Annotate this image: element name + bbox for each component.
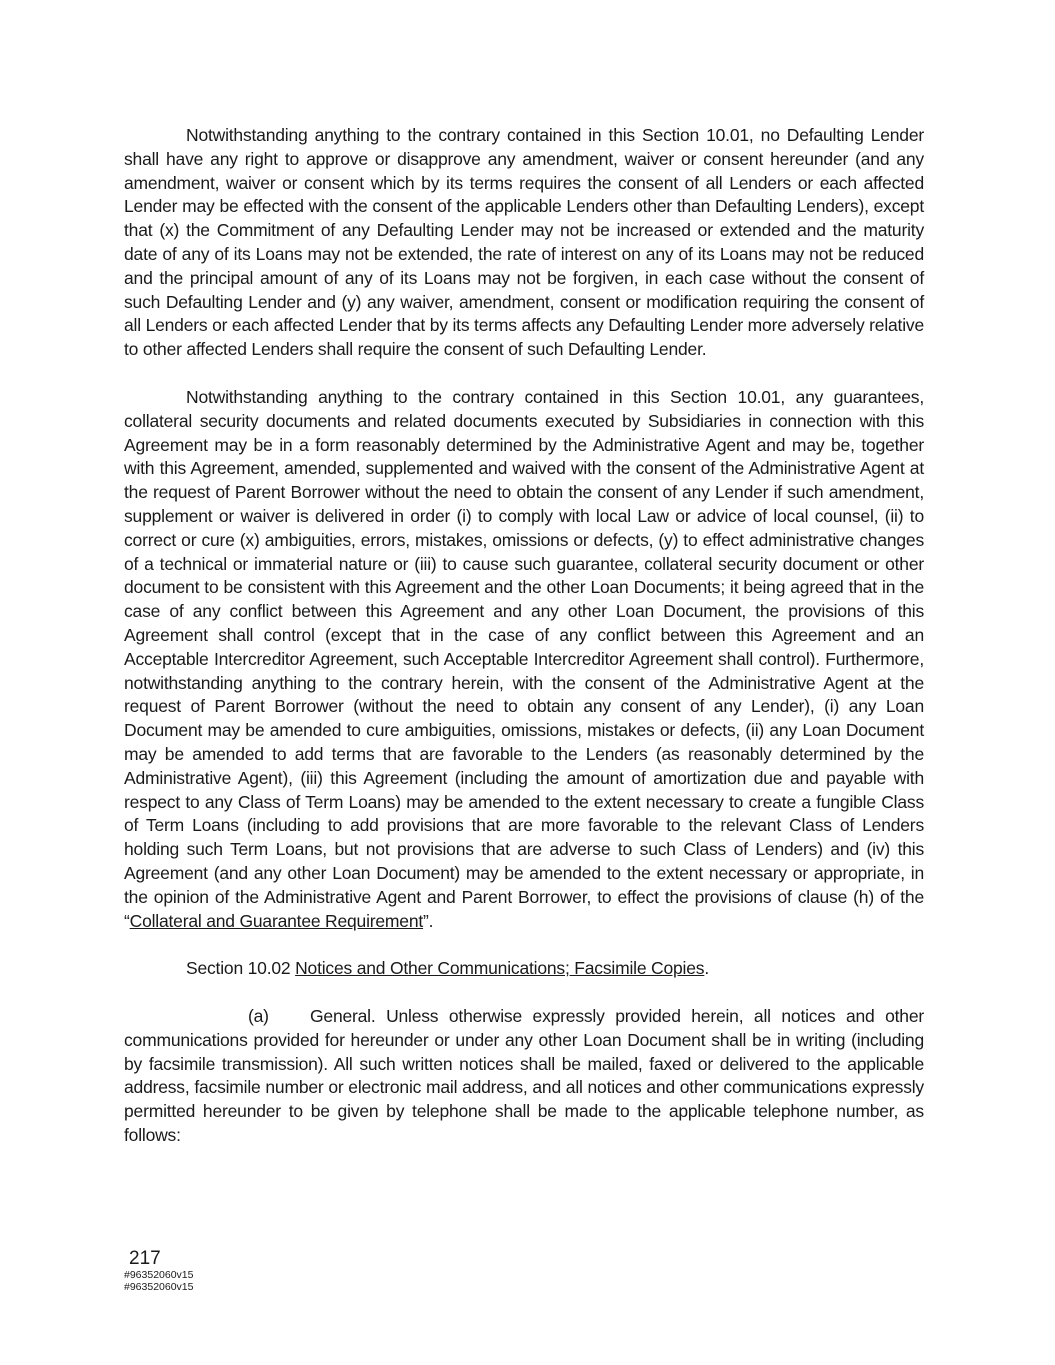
page-number: 217 xyxy=(129,1248,161,1269)
paragraph-defaulting-lender: Notwithstanding anything to the contrary contained in this Section 10.01, no Defaulting Lender shall have any right to approve or disapprove any amendment, waiver or consent hereunder (and any amendment, waiver or consent which by its terms requires the consent of all Lenders or each affected Lender may be effected with the consent of the applicable Lenders other than Defaulting Lenders), except that (x) the Commitment of any Defaulting Lender may not be increased or extended and the maturity date of any of its Loans may not be extended, the rate of interest on any of its Loans may not be reduced and the principal amount of any of its Loans may not be forgiven, in each case without the consent of such Defaulting Lender and (y) any waiver, amendment, consent or modification requiring the consent of all Lenders or each affected Lender that by its terms affects any Defaulting Lender more adversely relative to other affected Lenders shall require the consent of such Defaulting Lender. xyxy=(124,125,924,360)
section-number: Section 10.02 xyxy=(186,958,291,979)
subsection-label: (a) xyxy=(248,1006,269,1027)
subsection-text: General. Unless otherwise expressly provided herein, all notices and other communications provided for hereunder or under any other Loan Document shall be in writing (including by facsimile transmission). All such written notices shall be mailed, faxed or delivered to the applicable address, facsimile number or electronic mail address, and all notices and other communications expressly permitted hereunder to be given by telephone shall be made to the applicable telephone number, as follows: xyxy=(124,1006,924,1146)
collateral-guarantee-requirement-link: Collateral and Guarantee Requirement xyxy=(129,910,424,931)
section-title: Notices and Other Communications; Facsimile Copies xyxy=(295,958,705,979)
document-id: #96352060v15 xyxy=(124,1281,194,1293)
page-footer xyxy=(124,1249,194,1293)
paragraph-guarantees-tail: ”. xyxy=(423,910,434,931)
paragraph-guarantees xyxy=(124,386,924,933)
document-page xyxy=(124,124,924,1148)
document-id: #96352060v15 xyxy=(124,1269,194,1281)
subsection-general xyxy=(124,1005,924,1148)
section-heading xyxy=(186,957,924,981)
section-title-tail: . xyxy=(704,958,709,979)
paragraph-guarantees-text: Notwithstanding anything to the contrary contained in this Section 10.01, any guarantees, collateral security documents and related documents executed by Subsidiaries in connection with this Agreement may be in a form reasonably determined by the Administrative Agent and may be, together with this Agreement, amended, supplemented and waived with the consent of the Administrative Agent at the request of Parent Borrower without the need to obtain the consent of any Lender if such amendment, supplement or waiver is delivered in order (i) to comply with local Law or advice of local counsel, (ii) to correct or cure (x) ambiguities, errors, mistakes, omissions or defects, (y) to effect administrative changes of a technical or immaterial nature or (iii) to cause such guarantee, collateral security document or other document to be consistent with this Agreement and the other Loan Documents; it being agreed that in the case of any conflict between this Agreement and any other Loan Document, the provisions of this Agreement shall control (except that in the case of any conflict between this Agreement and an Acceptable Intercreditor Agreement, such Acceptable Intercreditor Agreement shall control). Furthermore, notwithstanding anything to the contrary herein, with the consent of the Administrative Agent at the request of Parent Borrower (without the need to obtain any consent of any Lender), (i) any Loan Document may be amended to cure ambiguities, omissions, mistakes or defects, (ii) any Loan Document may be amended to add terms that are favorable to the Lenders (as reasonably determined by the Administrative Agent), (iii) this Agreement (including the amount of amortization due and payable with respect to any Class of Term Loans) may be amended to the extent necessary to create a fungible Class of Term Loans (including to add provisions that are more favorable to the relevant Class of Lenders holding such Term Loans, but not provisions that are adverse to such Class of Lenders) and (iv) this Agreement (and any other Loan Document) may be amended to the extent necessary or appropriate, in the opinion of the Administrative Agent and Parent Borrower, to effect the provisions of clause (h) of the “ xyxy=(124,386,924,931)
